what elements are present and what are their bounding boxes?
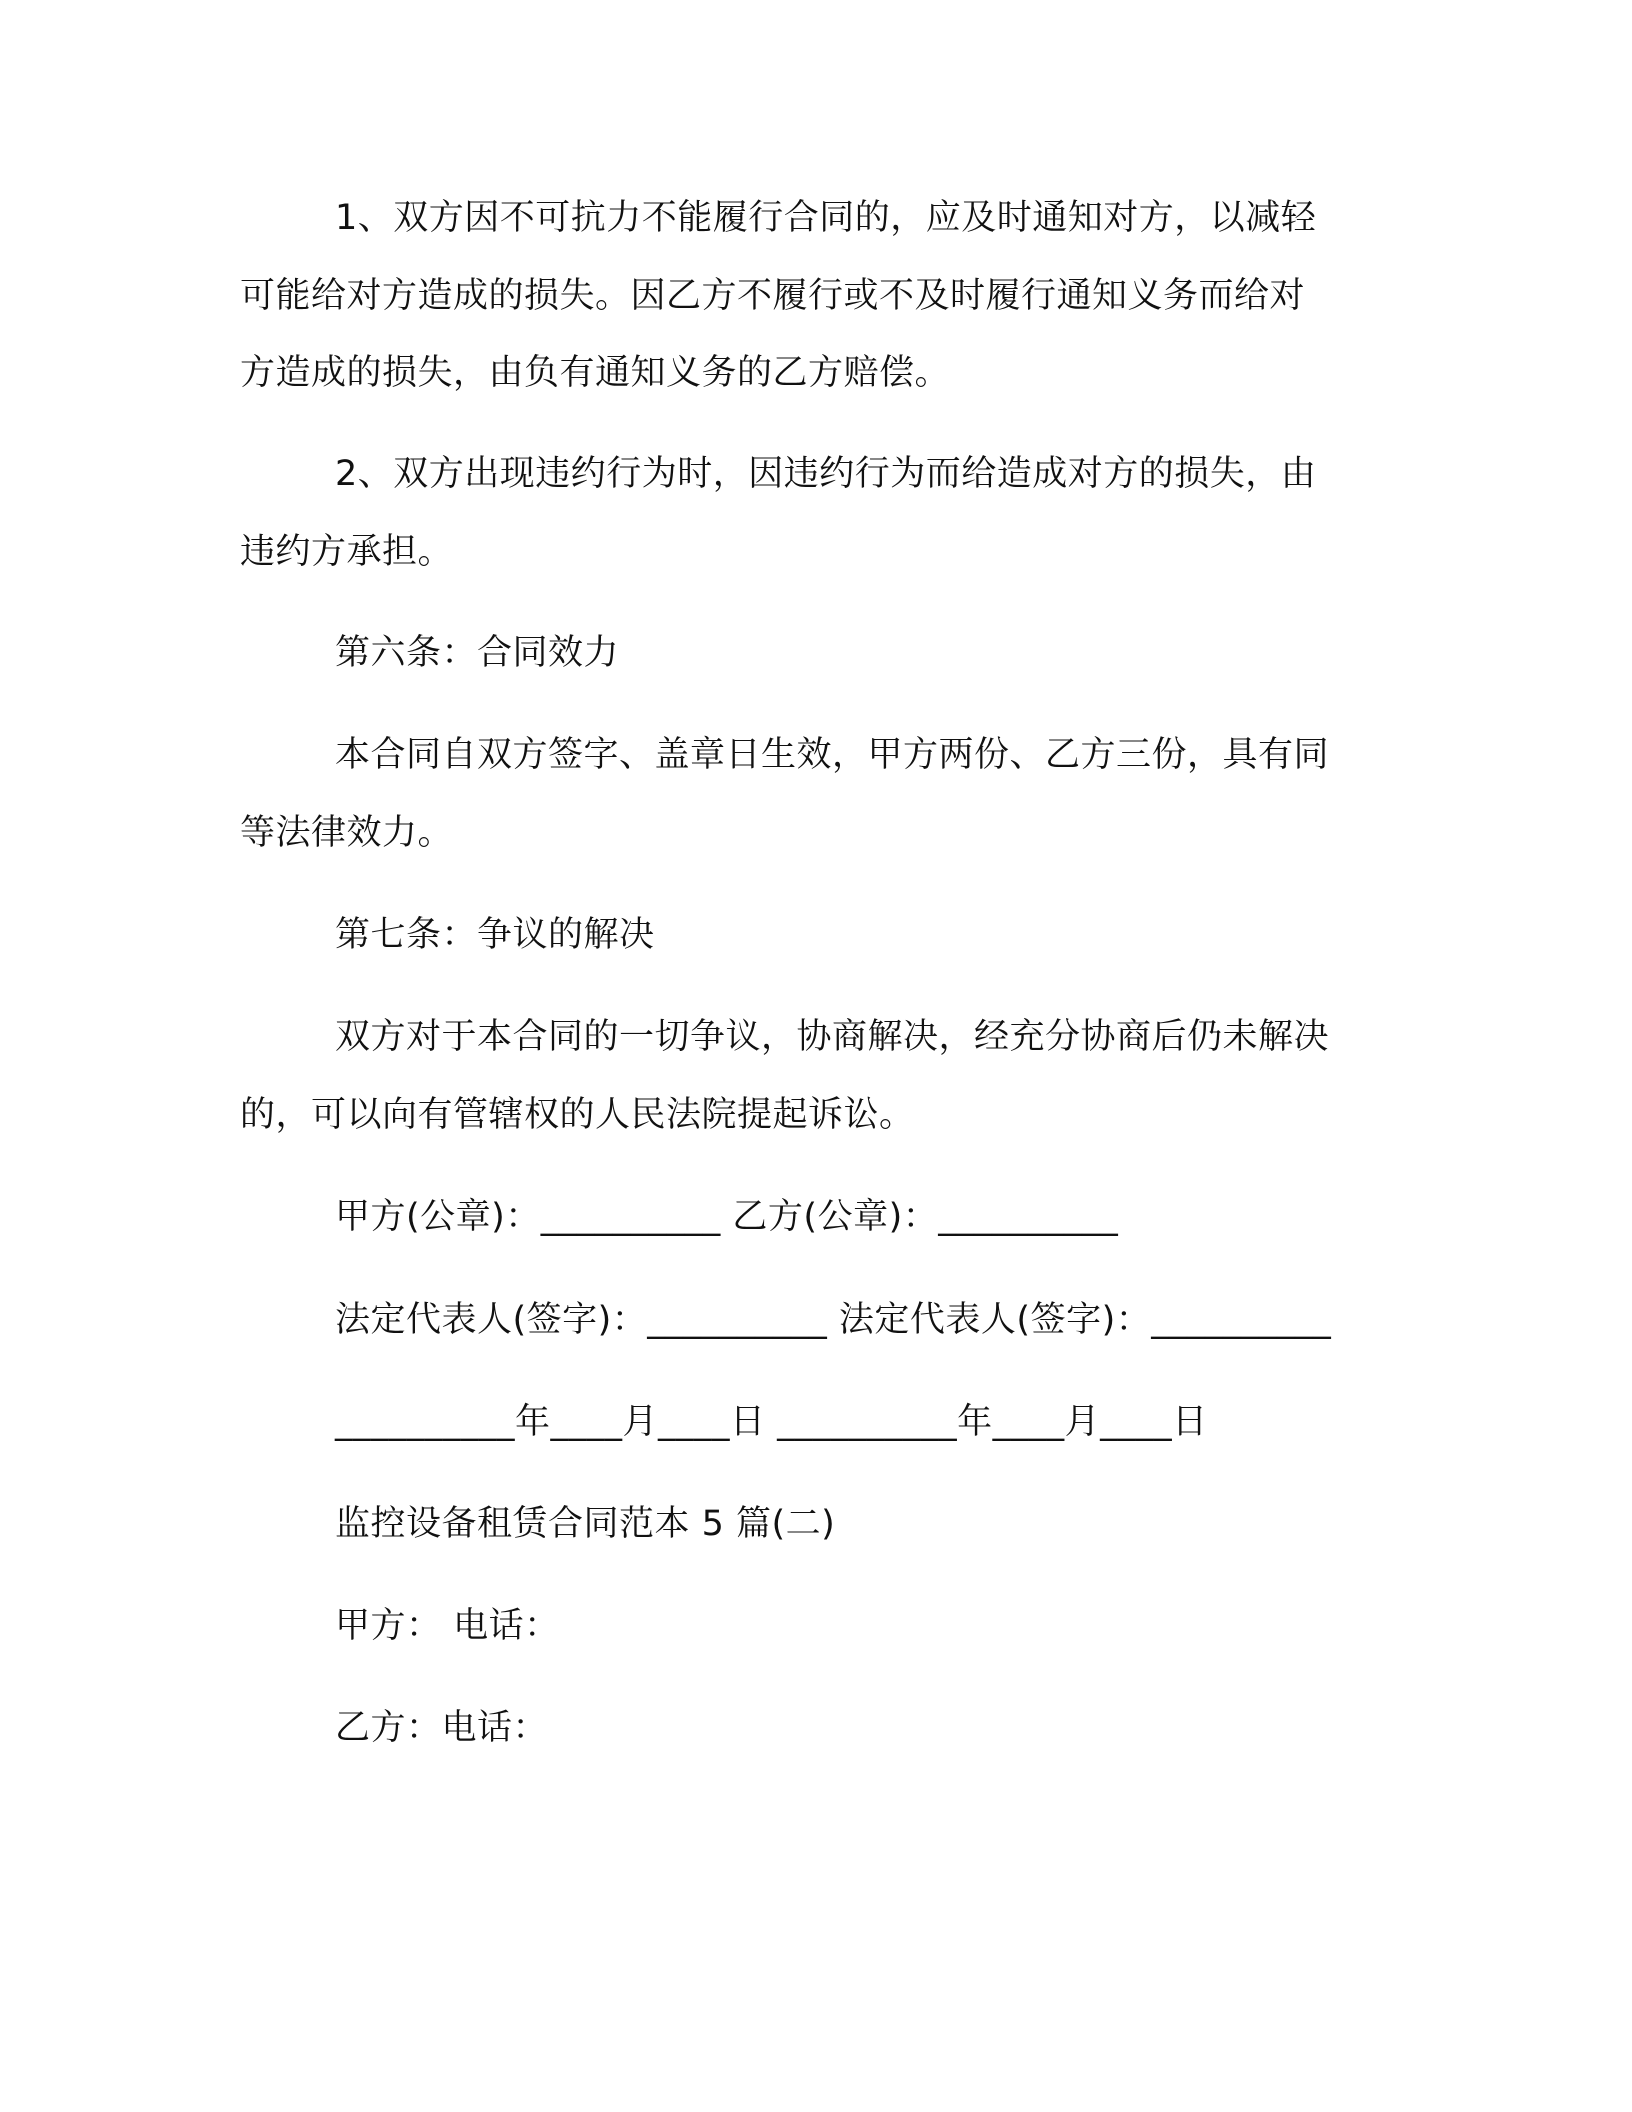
article-7-heading: 第七条：争议的解决 xyxy=(335,915,655,955)
clause-2-line-1: 2、双方出现违约行为时，因违约行为而给造成对方的损失，由 xyxy=(335,454,1317,494)
clause-1-line-2: 可能给对方造成的损失。因乙方不履行或不及时履行通知义务而给对 xyxy=(240,276,1306,316)
clause-1-line-1: 1、双方因不可抗力不能履行合同的，应及时通知对方，以减轻 xyxy=(335,198,1317,238)
second-contract-title: 监控设备租赁合同范本 5 篇(二) xyxy=(335,1504,836,1544)
date-line: __________年____月____日 __________年____月____日 xyxy=(335,1402,1208,1442)
seal-line: 甲方(公章)：__________ 乙方(公章)：__________ xyxy=(335,1197,1119,1237)
article-7-line-2: 的，可以向有管辖权的人民法院提起诉讼。 xyxy=(240,1095,915,1135)
article-6-line-1: 本合同自双方签字、盖章日生效，甲方两份、乙方三份，具有同 xyxy=(335,735,1330,775)
clause-2-line-2: 违约方承担。 xyxy=(240,532,454,572)
party-b-phone-line: 乙方：电话： xyxy=(335,1708,549,1748)
party-a-phone-line: 甲方： 电话： xyxy=(335,1606,560,1646)
article-7-line-1: 双方对于本合同的一切争议，协商解决，经充分协商后仍未解决 xyxy=(335,1017,1330,1057)
representative-signature-line: 法定代表人(签字)：__________ 法定代表人(签字)：__________ xyxy=(335,1300,1332,1340)
article-6-line-2: 等法律效力。 xyxy=(240,813,454,853)
article-6-heading: 第六条：合同效力 xyxy=(335,633,620,673)
clause-1-line-3: 方造成的损失，由负有通知义务的乙方赔偿。 xyxy=(240,353,951,393)
